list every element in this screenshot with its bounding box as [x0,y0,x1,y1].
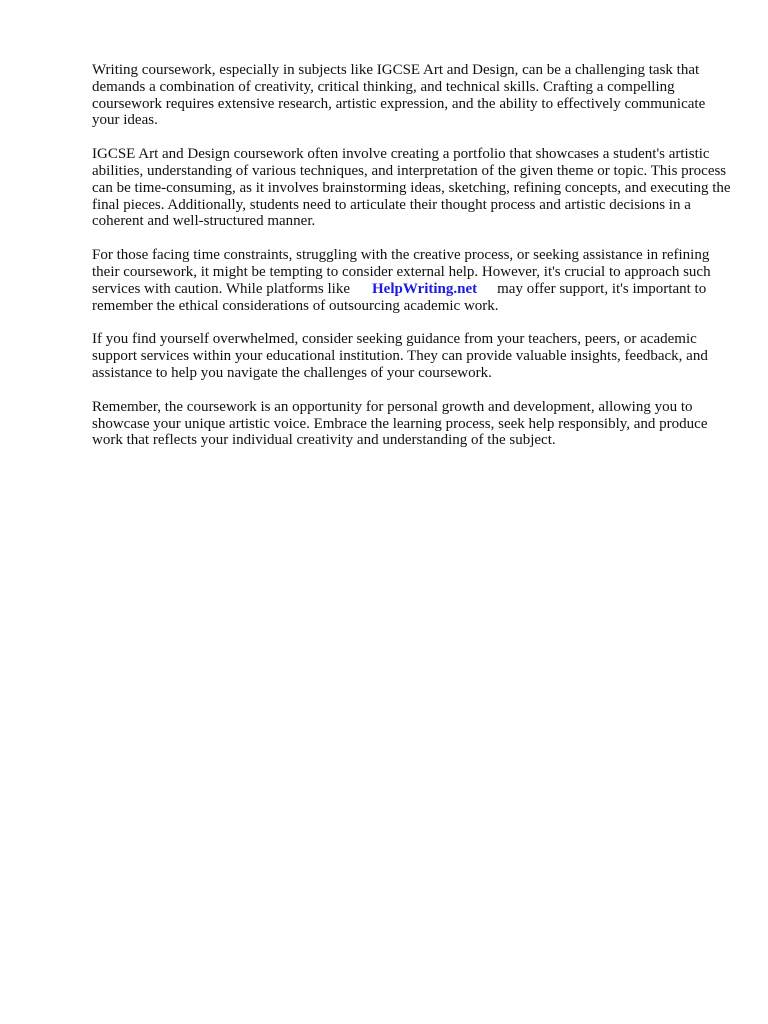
paragraph-external-help [92,247,732,314]
paragraph-external-help-end: may offer support, it's important to remember the ethical considerations of outsourcing academic work. [92,280,707,314]
paragraph-intro: Writing coursework, especially in subjects like IGCSE Art and Design, can be a challenging task that demands a combination of creativity, critical thinking, and technical skills. Crafting a compelling coursework requires extensive research, artistic expression, and the ability to effectively communicate your ideas. [92,62,706,129]
document-page [92,62,732,466]
paragraph-conclusion: Remember, the coursework is an opportunity for personal growth and development, allowing you to showcase your unique artistic voice. Embrace the learning process, seek help responsibly, and produce work that reflects your individual creativity and understanding of the subject. [92,398,708,449]
paragraph-guidance: If you find yourself overwhelmed, consider seeking guidance from your teachers, peers, or academic support services within your educational institution. They can provide valuable insights, feedback, and assistance to help you navigate the challenges of your coursework. [92,331,708,381]
helpwriting-link[interactable]: HelpWriting.net [372,280,478,297]
paragraph-portfolio: IGCSE Art and Design coursework often involve creating a portfolio that showcases a student's artistic abilities, understanding of various techniques, and interpretation of the given theme or topic. This process can be time-consuming, as it involves brainstorming ideas, sketching, refining concepts, and executing the final pieces. Additionally, students need to articulate their thought process and artistic decisions in a coherent and well-structured manner. [92,146,731,230]
paragraph-external-help-start: For those facing time constraints, struggling with the creative process, or seeking assistance in refining their coursework, it might be tempting to consider external help. However, it's crucial to approach such services with caution. While platforms like [92,247,711,297]
